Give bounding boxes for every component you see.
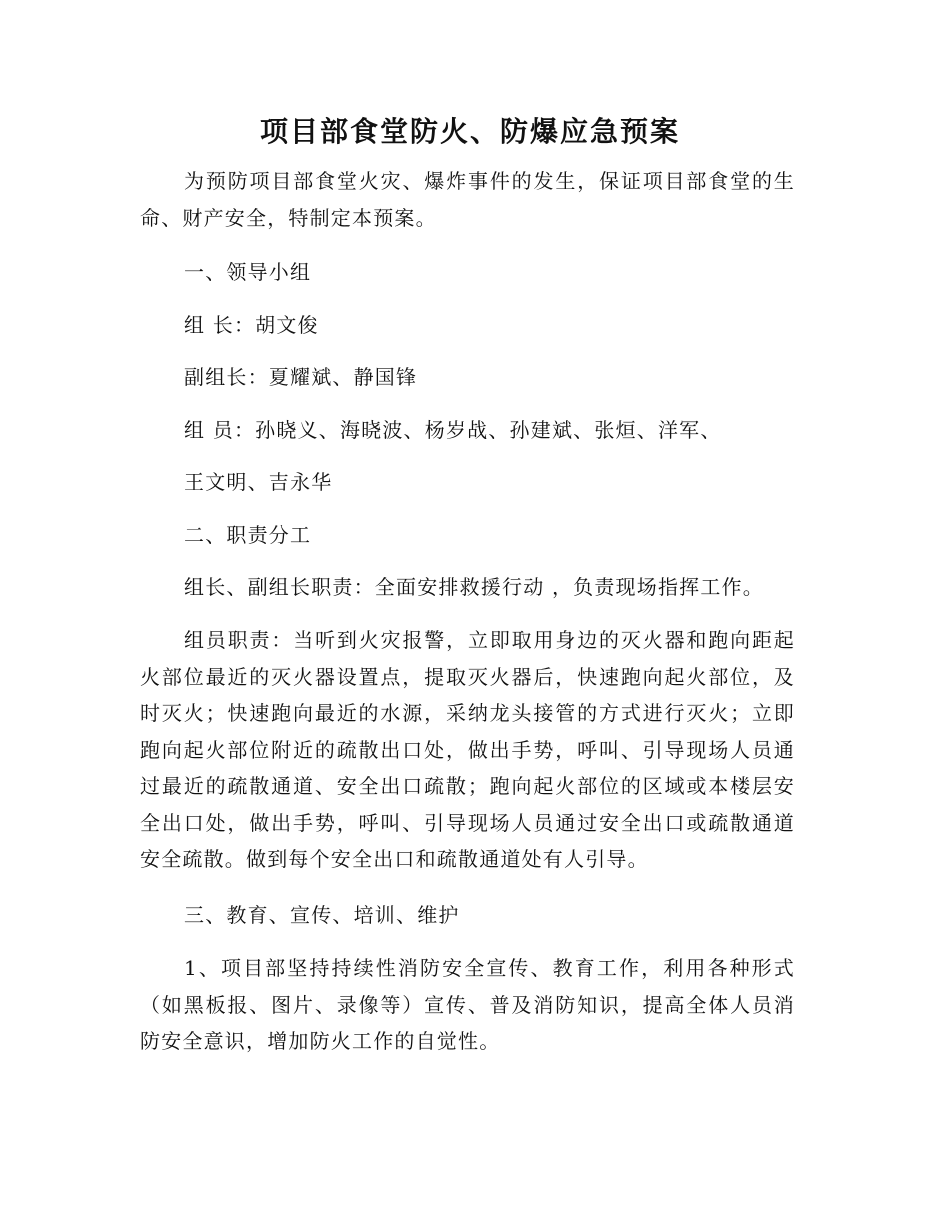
intro-paragraph: 为预防项目部食堂火灾、爆炸事件的发生，保证项目部食堂的生命、财产安全，特制定本预案。 xyxy=(140,169,795,230)
leader-line: 组 长：胡文俊 xyxy=(184,313,319,337)
section-heading-education: 三、教育、宣传、培训、维护 xyxy=(184,903,460,927)
deputy-leader-line: 副组长：夏耀斌、静国锋 xyxy=(184,365,418,389)
members-line-1: 组 员：孙晓义、海晓波、杨岁战、孙建斌、张烜、洋军、 xyxy=(184,418,722,442)
section-heading-leadership: 一、领导小组 xyxy=(184,260,312,284)
leader-duty-paragraph: 组长、副组长职责：全面安排救援行动 ，负责现场指挥工作。 xyxy=(184,575,764,599)
section-heading-duties: 二、职责分工 xyxy=(184,523,312,547)
member-duty-paragraph: 组员职责：当听到火灾报警，立即取用身边的灭火器和跑向距起火部位最近的灭火器设置点，提取灭火器后，快速跑向起火部位，及时灭火；快速跑向最近的水源，采纳龙头接管的方式进行灭火；立即跑向起火部位附近的疏散出口处，做出手势，呼叫、引导现场人员通过最近的疏散通道、安全出口疏散；跑向起火部位的区域或本楼层安全出口处，做出手势，呼叫、引导现场人员通过安全出口或疏散通道安全疏散。做到每个安全出口和疏散通道处有人引导。 xyxy=(140,628,795,871)
members-line-2: 王文明、吉永华 xyxy=(184,470,333,494)
document-title: 项目部食堂防火、防爆应急预案 xyxy=(259,115,680,148)
education-item-1: 1、项目部坚持持续性消防安全宣传、教育工作，利用各种形式（如黑板报、图片、录像等）宣传、普及消防知识，提高全体人员消防安全意识，增加防火工作的自觉性。 xyxy=(140,956,795,1053)
